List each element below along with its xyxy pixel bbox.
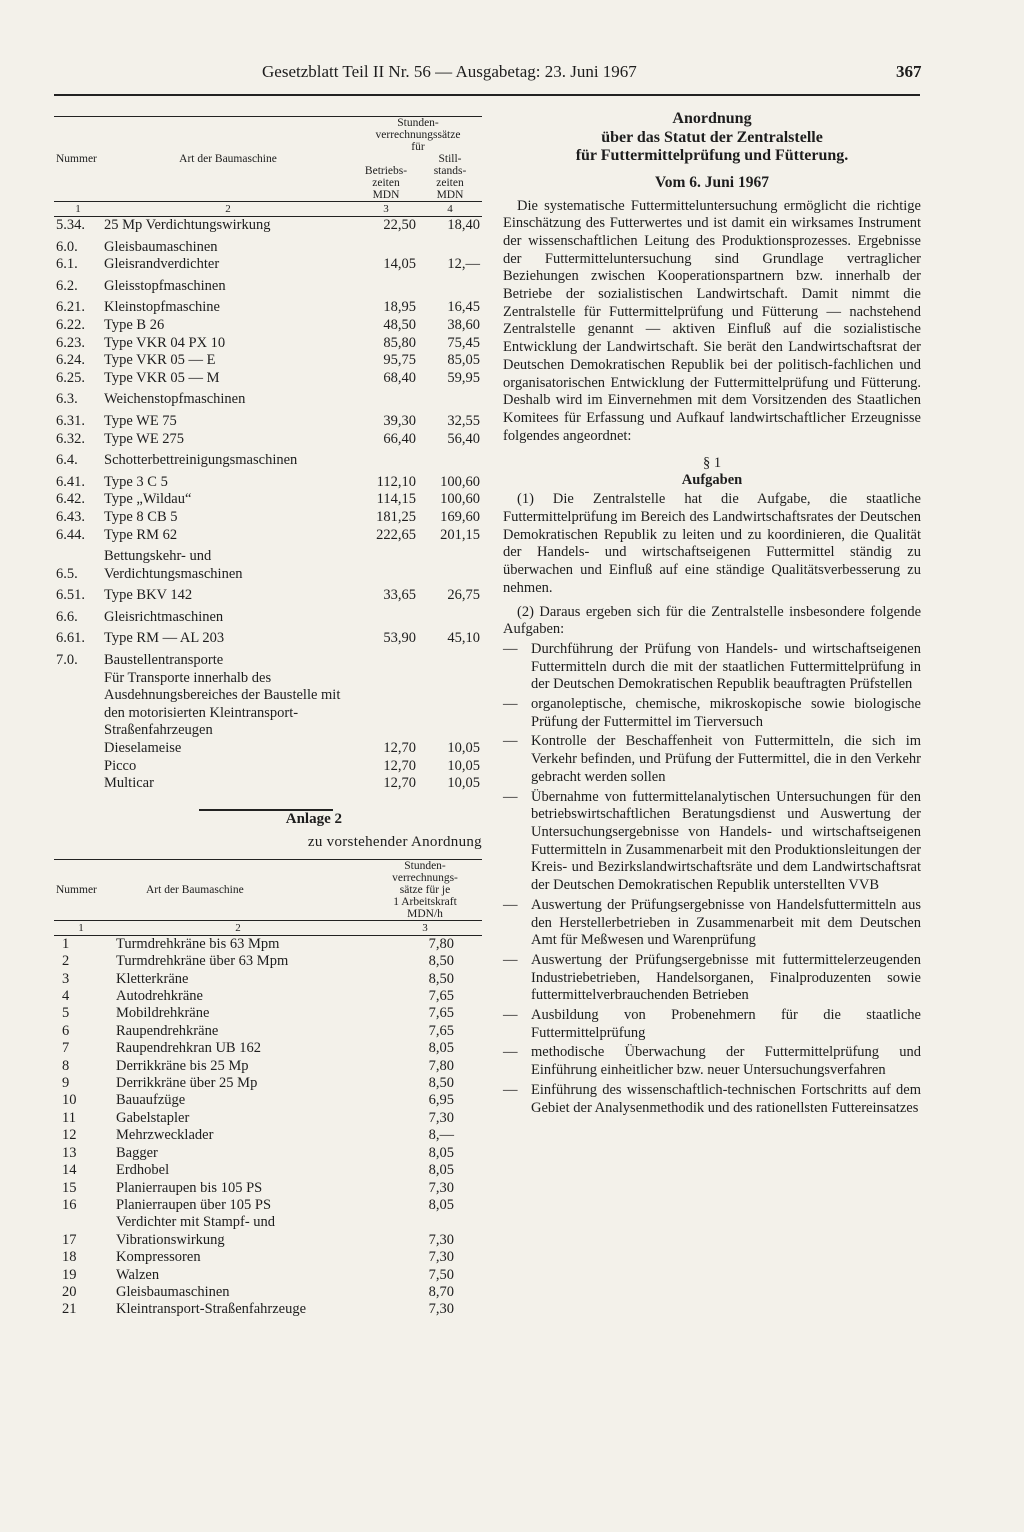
machine-name: Gabelstapler <box>116 1109 190 1126</box>
list-item-text: Durchführung der Prüfung von Handels- und wirtschaftseigenen Futtermitteln durch die mit der staatlichen Futtermittelprüfung in der Deutschen Demokratischen Republik beauftragten Prüfstellen <box>531 640 921 693</box>
labor-rate: 8,— <box>428 1127 454 1144</box>
operating-rate <box>354 387 418 409</box>
standstill-rate: 10,05 <box>447 740 480 757</box>
labor-rate: 7,30 <box>428 1231 454 1248</box>
list-item-text: Übernahme von futtermittelanalytischen Untersuchungen für den betriebswirtschaftlichen Beratungsdienst und Auswertung der Untersuchungsergebnisse von Handels- und wirtschaftseigenen Futtermitteln in Zusammenarbeit mit den Produktionsleitungen der Kreis- und Bezirkslandwirtschaftsräte und dem Landwirtschaftsrat der Deutschen Demokratischen Republik unterstellten VVB <box>531 788 921 894</box>
list-item <box>503 789 921 895</box>
row-number <box>54 740 102 758</box>
standstill-rate: 100,60 <box>440 491 480 508</box>
machine-name: Verdichter mit Stampf- und Vibrationswirkung <box>116 1214 276 1248</box>
machine-name: Type VKR 05 — E <box>104 352 216 369</box>
row-number: 6 <box>62 1022 70 1039</box>
dash-bullet: — <box>503 733 518 750</box>
operating-rate: 12,70 <box>383 775 416 792</box>
table-row <box>54 1197 482 1214</box>
list-item <box>503 952 921 1005</box>
col-header-group: Stunden- verrechnungssätze für <box>375 117 461 153</box>
row-number: 6.3. <box>56 391 78 408</box>
table-row <box>54 470 482 492</box>
labor-rate: 6,95 <box>428 1092 454 1109</box>
dash-bullet: — <box>503 1044 518 1061</box>
row-number: 19 <box>62 1266 77 1283</box>
table-row <box>54 1284 482 1301</box>
col-header-standstill: Still- stands- zeiten MDN <box>433 153 467 201</box>
operating-rate: 222,65 <box>376 526 416 543</box>
machine-name: Dieselameise <box>104 740 182 757</box>
row-number: 7 <box>62 1040 70 1057</box>
list-item <box>503 897 921 950</box>
machine-name: Derrikkräne über 25 Mp <box>116 1075 258 1092</box>
machine-name: Type VKR 04 PX 10 <box>104 334 226 351</box>
anlage-subtitle: zu vorstehender Anordnung <box>307 833 482 850</box>
row-number: 6.42. <box>56 491 85 508</box>
task-list <box>503 641 921 1117</box>
table-row <box>54 235 482 257</box>
operating-rate <box>354 670 418 740</box>
list-item <box>503 641 921 694</box>
standstill-rate <box>418 448 482 470</box>
machine-name: Turmdrehkräne über 63 Mpm <box>116 953 289 970</box>
operating-rate: 85,80 <box>383 334 416 351</box>
machine-name: Type WE 75 <box>104 412 177 429</box>
row-number: 5 <box>62 1005 70 1022</box>
row-number: 6.1. <box>56 256 78 273</box>
column-number: 2 <box>108 920 368 935</box>
list-item-text: organoleptische, chemische, mikroskopische sowie biologische Prüfung der Futtermittel im Tierversuch <box>531 696 921 730</box>
machine-name: Type VKR 05 — M <box>104 369 220 386</box>
machine-name: Type WE 275 <box>104 430 185 447</box>
operating-rate <box>354 235 418 257</box>
standstill-rate: 169,60 <box>440 508 480 525</box>
dash-bullet: — <box>503 951 518 968</box>
table-row <box>54 387 482 409</box>
machine-name: Kompressoren <box>116 1249 201 1266</box>
row-number: 6.25. <box>56 369 85 386</box>
row-number: 6.22. <box>56 316 85 333</box>
row-number: 6.6. <box>56 608 78 625</box>
list-item-text: Ausbildung von Probenehmern für die staatliche Futtermittelprüfung <box>531 1007 921 1041</box>
operating-rate: 95,75 <box>383 352 416 369</box>
table-row <box>54 274 482 296</box>
row-number: 18 <box>62 1249 77 1266</box>
dash-bullet: — <box>503 1007 518 1024</box>
row-number: 7.0. <box>56 652 78 669</box>
operating-rate: 68,40 <box>383 369 416 386</box>
list-item-text: methodische Überwachung der Futtermittelprüfung und Einführung einheitlicher bzw. neuer Untersuchungsverfahren <box>531 1044 921 1079</box>
row-number: 15 <box>62 1179 77 1196</box>
list-item <box>503 1082 921 1117</box>
table-row <box>54 1145 482 1162</box>
dash-bullet: — <box>503 896 518 913</box>
list-item <box>503 1044 921 1079</box>
row-number: 6.24. <box>56 352 85 369</box>
machine-name: Erdhobel <box>116 1162 170 1179</box>
operating-rate: 114,15 <box>376 491 416 508</box>
operating-rate <box>354 274 418 296</box>
row-number: 6.23. <box>56 334 85 351</box>
operating-rate: 22,50 <box>383 217 416 233</box>
table-row <box>54 335 482 353</box>
table-row <box>54 953 482 970</box>
list-item-text: Einführung des wissenschaftlich-technischen Fortschritts auf dem Gebiet der Analysenmethodik und des rationellsten Futtereinsatzes <box>531 1081 921 1116</box>
list-item-text: Kontrolle der Beschaffenheit von Futtermitteln, die sich im Verkehr befinden, und Prüfung der Futtermittel, die in den Verkehr gebracht werden sollen <box>531 733 921 785</box>
left-column <box>54 100 482 1319</box>
labor-rate: 7,30 <box>428 1109 454 1126</box>
col-header-rate: Stunden- verrechnungs- sätze für je 1 Arbeitskraft MDN/h <box>392 859 458 920</box>
dash-bullet: — <box>503 640 518 657</box>
table-row <box>54 217 482 235</box>
machine-name: Type B 26 <box>104 316 165 333</box>
labor-rate: 7,65 <box>428 1022 454 1039</box>
table-row <box>54 295 482 317</box>
row-number: 6.0. <box>56 238 78 255</box>
list-item-text: Auswertung der Prüfungsergebnisse von Handelsfuttermitteln aus den Herstellerbetrieben in Zusammenarbeit mit dem Deutschen Amt für Meßwesen und Warenprüfung <box>531 896 921 949</box>
table-row <box>54 256 482 274</box>
table-row <box>54 491 482 509</box>
operating-rate <box>354 544 418 583</box>
machine-name: Type 3 C 5 <box>104 473 168 490</box>
row-number: 6.41. <box>56 473 85 490</box>
operating-rate: 12,70 <box>383 740 416 757</box>
standstill-rate: 75,45 <box>447 334 480 351</box>
table-row <box>54 1214 482 1249</box>
standstill-rate: 59,95 <box>447 369 480 386</box>
labor-rate: 8,50 <box>428 953 454 970</box>
list-item-text: Auswertung der Prüfungsergebnisse mit futtermittelerzeugenden Industriebetrieben, Handelsorganen, Finalproduzenten sowie futtermittelverbrauchenden Betrieben <box>531 951 921 1004</box>
labor-rate: 7,65 <box>428 988 454 1005</box>
row-number: 8 <box>62 1057 70 1074</box>
table-row <box>54 605 482 627</box>
standstill-rate <box>418 670 482 740</box>
row-number: 3 <box>62 970 70 987</box>
machine-name: Raupendrehkräne <box>116 1022 219 1039</box>
table-row <box>54 1110 482 1127</box>
machine-name: Picco <box>104 757 137 774</box>
header-rule <box>54 94 920 96</box>
column-number: 1 <box>54 920 108 935</box>
labor-rate: 7,50 <box>428 1266 454 1283</box>
standstill-rate <box>418 274 482 296</box>
table-row <box>54 1267 482 1284</box>
standstill-rate <box>418 235 482 257</box>
table-row <box>54 1040 482 1057</box>
row-number: 6.4. <box>56 452 78 469</box>
row-number: 6.31. <box>56 412 85 429</box>
labor-rate: 7,30 <box>428 1179 454 1196</box>
row-number: 12 <box>62 1127 77 1144</box>
operating-rate: 33,65 <box>383 587 416 604</box>
row-number: 2 <box>62 953 70 970</box>
operating-rate <box>354 648 418 670</box>
machine-name: Mehrzwecklader <box>116 1127 214 1144</box>
table-row <box>54 740 482 758</box>
standstill-rate <box>418 648 482 670</box>
table-row <box>54 758 482 776</box>
row-number: 13 <box>62 1144 77 1161</box>
table-row <box>54 1180 482 1197</box>
labor-rate: 8,50 <box>428 1075 454 1092</box>
row-number: 6.61. <box>56 630 85 647</box>
anlage-title: Anlage 2 <box>285 810 342 827</box>
operating-rate: 53,90 <box>383 630 416 647</box>
table-row <box>54 527 482 545</box>
table-row <box>54 971 482 988</box>
column-number: 1 <box>54 202 102 217</box>
table-row <box>54 583 482 605</box>
row-number <box>54 775 102 793</box>
dash-bullet: — <box>503 696 518 713</box>
machine-name: Type 8 CB 5 <box>104 508 178 525</box>
operating-rate: 48,50 <box>383 316 416 333</box>
machine-name: Derrikkräne bis 25 Mp <box>116 1057 249 1074</box>
row-number: 6.51. <box>56 587 85 604</box>
machine-name: Bagger <box>116 1144 158 1161</box>
machine-name: Type RM — AL 203 <box>104 630 225 647</box>
machine-name: Kleinstopfmaschine <box>104 299 220 316</box>
machine-name: Mobildrehkräne <box>116 1005 210 1022</box>
table-row <box>54 317 482 335</box>
machine-name: Autodrehkräne <box>116 988 203 1005</box>
row-number: 6.32. <box>56 430 85 447</box>
machine-name: Multicar <box>104 775 154 792</box>
table-row <box>54 370 482 388</box>
standstill-rate: 10,05 <box>447 757 480 774</box>
col-header-number: Nummer <box>56 883 97 896</box>
machine-name: Raupendrehkran UB 162 <box>116 1040 261 1057</box>
row-number: 6.44. <box>56 526 85 543</box>
standstill-rate: 38,60 <box>447 316 480 333</box>
table-row <box>54 509 482 527</box>
labor-rate: 8,05 <box>428 1040 454 1057</box>
machine-name: Gleisbaumaschinen <box>116 1283 230 1300</box>
machine-name: Schotterbettreinigungsmaschinen <box>104 452 298 469</box>
operating-rate <box>354 605 418 627</box>
standstill-rate: 32,55 <box>447 412 480 429</box>
row-number: 11 <box>62 1109 76 1126</box>
machine-name: Weichenstopfmaschinen <box>104 391 246 408</box>
section-number: § 1 <box>702 455 722 472</box>
row-number: 21 <box>62 1301 77 1318</box>
table-row <box>54 1058 482 1075</box>
standstill-rate: 56,40 <box>447 430 480 447</box>
machine-name: Type BKV 142 <box>104 587 193 604</box>
operating-rate: 12,70 <box>383 757 416 774</box>
table-row <box>54 544 482 583</box>
machine-name: Type „Wildau“ <box>104 491 192 508</box>
row-number: 6.43. <box>56 508 85 525</box>
labor-rate: 8,05 <box>428 1144 454 1161</box>
operating-rate: 18,95 <box>383 299 416 316</box>
row-number: 9 <box>62 1075 70 1092</box>
table-row <box>54 1023 482 1040</box>
labor-rate: 7,30 <box>428 1249 454 1266</box>
column-number: 2 <box>102 202 354 217</box>
column-number: 3 <box>368 920 482 935</box>
table-row <box>54 1301 482 1318</box>
table-row <box>54 648 482 670</box>
dash-bullet: — <box>503 788 518 805</box>
table-row <box>54 409 482 431</box>
standstill-rate: 45,10 <box>447 630 480 647</box>
machine-name: Baustellentransporte <box>104 652 224 669</box>
operating-rate: 14,05 <box>383 256 416 273</box>
operating-rate: 112,10 <box>376 473 416 490</box>
dash-bullet: — <box>503 1081 518 1098</box>
table-row <box>54 1162 482 1179</box>
table-row <box>54 1249 482 1266</box>
standstill-rate: 201,15 <box>440 526 480 543</box>
table-row <box>54 988 482 1005</box>
col-header-machine: Art der Baumaschine <box>146 883 244 896</box>
row-number: 5.34. <box>56 217 85 233</box>
right-column <box>503 110 921 1119</box>
table-row <box>54 626 482 648</box>
operating-rate: 39,30 <box>383 412 416 429</box>
machine-name: Planierraupen bis 105 PS <box>116 1179 263 1196</box>
standstill-rate: 85,05 <box>447 352 480 369</box>
labor-rate: 7,80 <box>428 935 454 952</box>
row-number: 17 <box>62 1231 77 1248</box>
column-number: 3 <box>354 202 418 217</box>
column-number: 4 <box>418 202 482 217</box>
labor-rate: 8,05 <box>428 1162 454 1179</box>
standstill-rate <box>418 387 482 409</box>
row-number <box>54 670 102 740</box>
machine-name: Planierraupen über 105 PS <box>116 1196 272 1213</box>
table-row <box>54 775 482 793</box>
rates-table-1 <box>54 116 482 793</box>
machine-name: Für Transporte innerhalb des Ausdehnungsbereiches der Baustelle mit den motorisierten Kleintransport-Straßenfahrzeugen <box>104 669 341 739</box>
standstill-rate: 10,05 <box>447 775 480 792</box>
list-item <box>503 1007 921 1042</box>
table-row <box>54 448 482 470</box>
list-item <box>503 696 921 731</box>
anlage-rule <box>199 809 333 811</box>
labor-rate: 7,65 <box>428 1005 454 1022</box>
article-date: Vom 6. Juni 1967 <box>655 173 769 191</box>
paragraph-1: (1) Die Zentralstelle hat die Aufgabe, die staatliche Futtermittelprüfung im Bereich des Landwirtschaftsrates der Deutschen Demokratischen Republik zu leiten und zu koordinieren, die Qualität der Handels- und wirtschaftseigenen Futtermittel ständig zu überwachen und Einfluß auf eine ständige Qualitätsverbesserung zu nehmen. <box>503 491 921 596</box>
machine-name: Kletterkräne <box>116 970 189 987</box>
table-row <box>54 431 482 449</box>
page-number: 367 <box>896 62 922 81</box>
machine-name: Turmdrehkräne bis 63 Mpm <box>116 935 280 952</box>
col-header-number: Nummer <box>56 153 97 165</box>
col-header-operating: Betriebs- zeiten MDN <box>364 165 408 201</box>
row-number: 20 <box>62 1283 77 1300</box>
row-number: 6.2. <box>56 277 78 294</box>
table-row <box>54 1092 482 1109</box>
table-row <box>54 1075 482 1092</box>
list-item <box>503 733 921 786</box>
machine-name: Walzen <box>116 1266 160 1283</box>
operating-rate: 66,40 <box>383 430 416 447</box>
machine-name: Bettungskehr- und Verdichtungsmaschinen <box>104 548 243 582</box>
row-number <box>54 758 102 776</box>
running-header: Gesetzblatt Teil II Nr. 56 — Ausgabetag: 23. Juni 1967 <box>262 62 637 81</box>
labor-rate: 8,70 <box>428 1283 454 1300</box>
section-title: Aufgaben <box>681 472 743 489</box>
standstill-rate <box>418 605 482 627</box>
row-number: 6.5. <box>56 565 78 582</box>
anlage-heading <box>54 811 482 851</box>
standstill-rate: 16,45 <box>447 299 480 316</box>
table-row <box>54 935 482 953</box>
article-intro: Die systematische Futtermitteluntersuchung ermöglicht die richtige Einschätzung des Futterwertes und ist damit ein wirksames Instrument der wissenschaftlichen Leitung des Produktionsprozesses. Ergebnisse der Futtermitteluntersuchung sind Grundlage vertraglicher Beziehungen zwischen Kooperationspartnern bzw. innerhalb der Betriebe der sozialistischen Landwirtschaft. Damit nimmt die Zentralstelle für Futtermittelprüfung und Fütterung — nachstehend Zentralstelle genannt — aktiven Einfluß auf die sozialistische Entwicklung der Landwirtschaft. Sie berät den Landwirtschaftsrat der Deutschen Demokratischen Republik bei der politisch-fachlichen und organisatorischen Entwicklung der Futtermittelprüfung und Fütterung. Deshalb wird im Einvernehmen mit dem Vorsitzenden des Staatlichen Komitees für Erfassung und Aufkauf landwirtschaftlicher Erzeugnisse folgendes angeordnet: <box>503 197 921 444</box>
table-row <box>54 670 482 740</box>
labor-rate: 8,05 <box>428 1196 454 1213</box>
standstill-rate: 18,40 <box>447 217 480 233</box>
labor-rate: 7,80 <box>428 1057 454 1074</box>
standstill-rate: 12,— <box>447 256 480 273</box>
row-number: 14 <box>62 1162 77 1179</box>
machine-name: Gleisstopfmaschinen <box>104 277 226 294</box>
standstill-rate: 26,75 <box>447 587 480 604</box>
table-row <box>54 1005 482 1022</box>
standstill-rate: 100,60 <box>440 473 480 490</box>
machine-name: Kleintransport-Straßenfahrzeuge <box>116 1301 307 1318</box>
machine-name: Gleisbaumaschinen <box>104 238 218 255</box>
standstill-rate <box>418 544 482 583</box>
operating-rate <box>354 448 418 470</box>
machine-name: Gleisrandverdichter <box>104 256 220 273</box>
machine-name: Gleisrichtmaschinen <box>104 608 224 625</box>
row-number: 10 <box>62 1092 77 1109</box>
row-number: 1 <box>62 935 70 952</box>
labor-rate: 7,30 <box>428 1301 454 1318</box>
row-number: 6.21. <box>56 299 85 316</box>
rates-table-2 <box>54 859 482 1319</box>
row-number: 4 <box>62 988 70 1005</box>
machine-name: 25 Mp Verdichtungswirkung <box>104 217 271 233</box>
table-row <box>54 1127 482 1144</box>
table-row <box>54 352 482 370</box>
row-number: 16 <box>62 1196 77 1213</box>
article-heading: Anordnung über das Statut der Zentralstelle für Futtermittelprüfung und Fütterung. <box>575 110 849 164</box>
machine-name: Bauaufzüge <box>116 1092 186 1109</box>
paragraph-2: (2) Daraus ergeben sich für die Zentralstelle insbesondere folgende Aufgaben: <box>503 603 921 638</box>
machine-name: Type RM 62 <box>104 526 178 543</box>
labor-rate: 8,50 <box>428 970 454 987</box>
col-header-machine: Art der Baumaschine <box>179 153 277 165</box>
operating-rate: 181,25 <box>376 508 416 525</box>
